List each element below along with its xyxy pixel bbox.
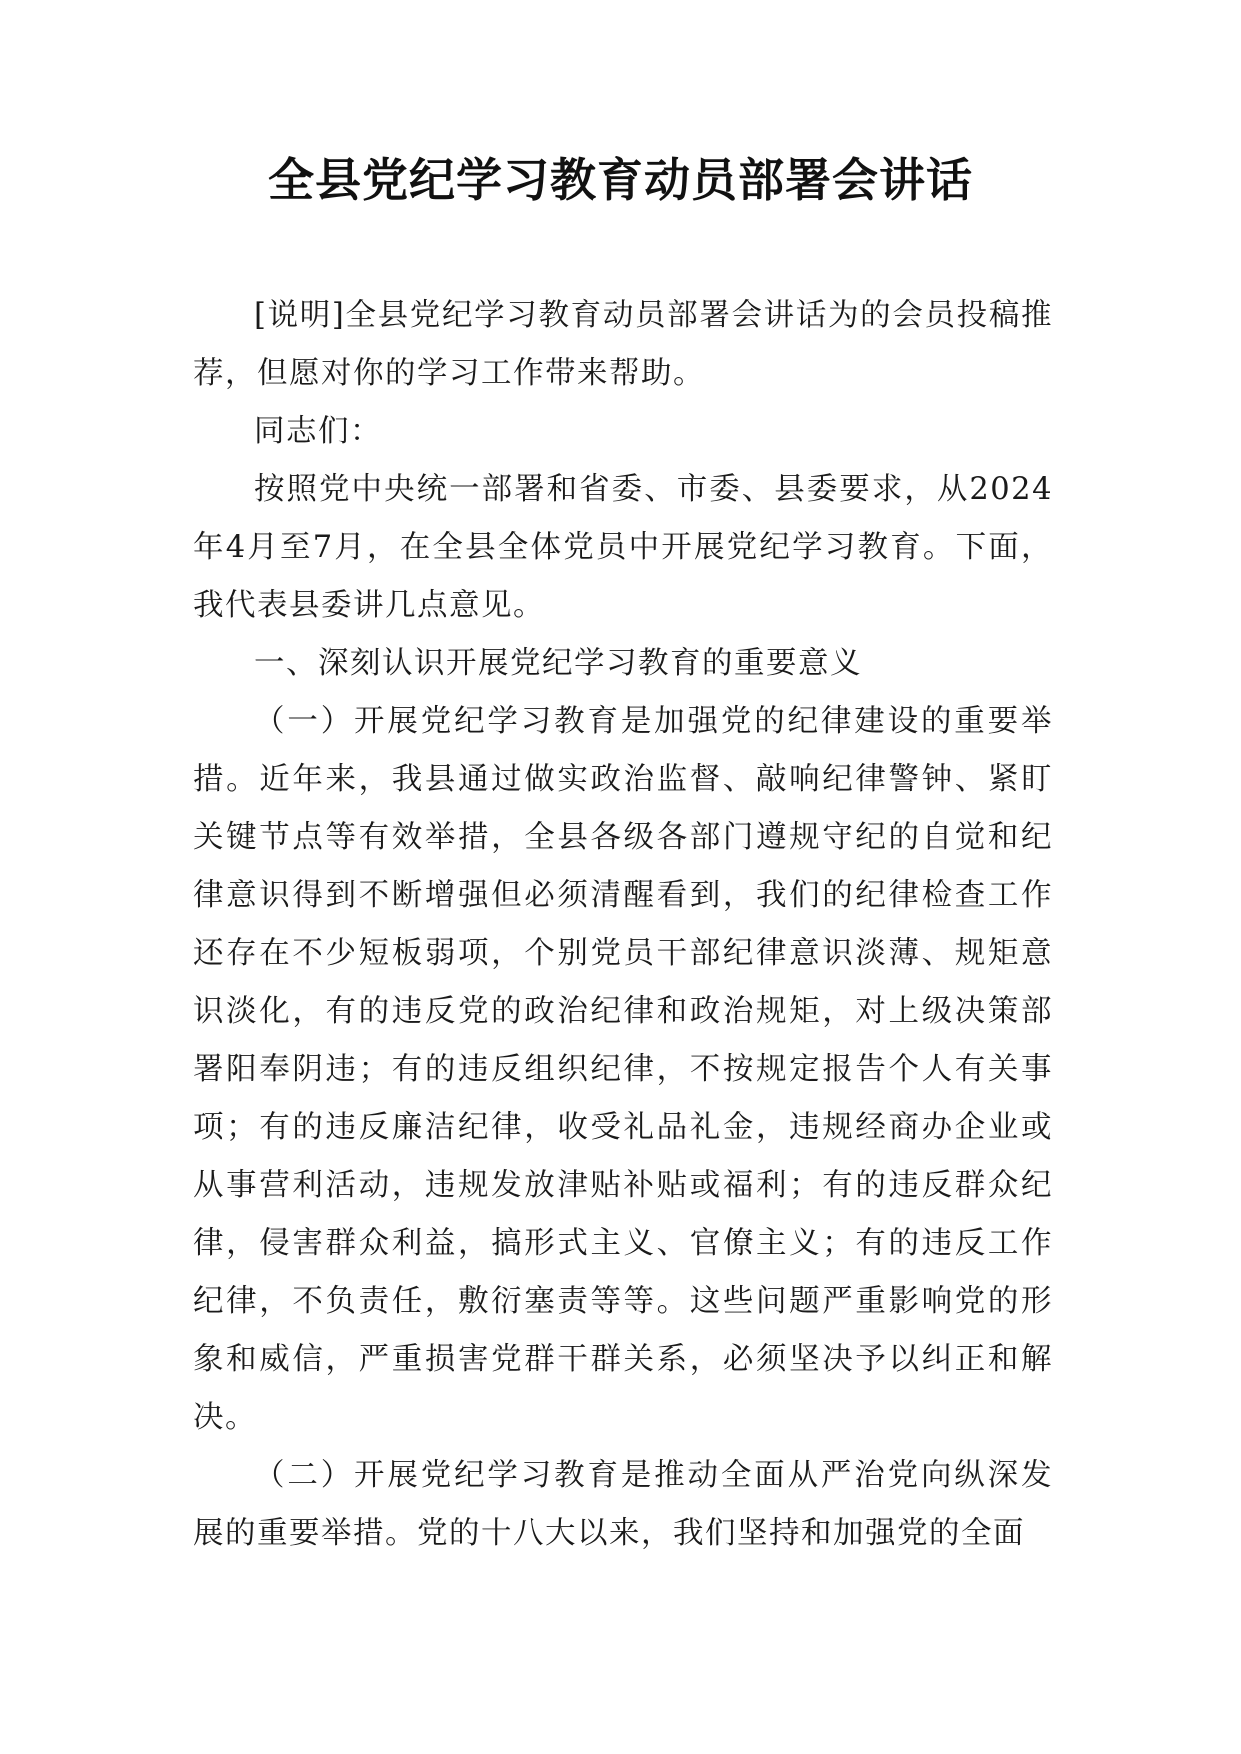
subsection-paragraph-2: （二）开展党纪学习教育是推动全面从严治党向纵深发展的重要举措。党的十八大以来，我们坚持和加强党的全面: [193, 1458, 1053, 1551]
subsection-paragraph-1: （一）开展党纪学习教育是加强党的纪律建设的重要举措。近年来，我县通过做实政治监督、敲响纪律警钟、紧盯关键节点等有效举措，全县各级各部门遵规守纪的自觉和纪律意识得到不断增强但必须清醒看到，我们的纪律检查工作还存在不少短板弱项，个别党员干部纪律意识淡薄、规矩意识淡化，有的违反党的政治纪律和政治规矩，对上级决策部署阳奉阴违；有的违反组织纪律，不按规定报告个人有关事项；有的违反廉洁纪律，收受礼品礼金，违规经商办企业或从事营利活动，违规发放津贴补贴或福利；有的违反群众纪律，侵害群众利益，搞形式主义、官僚主义；有的违反工作纪律，不负责任，敷衍塞责等等。这些问题严重影响党的形象和威信，严重损害党群干群关系，必须坚决予以纠正和解决。: [193, 704, 1053, 1435]
section-heading-1: 一、深刻认识开展党纪学习教育的重要意义: [254, 646, 862, 681]
document-title: 全县党纪学习教育动员部署会讲话: [268, 153, 973, 207]
opening-paragraph: 按照党中央统一部署和省委、市委、县委要求，从2024年4月至7月，在全县全体党员中开展党纪学习教育。下面，我代表县委讲几点意见。: [193, 472, 1053, 623]
greeting-paragraph: 同志们：: [254, 414, 382, 449]
intro-note-paragraph: [说明]全县党纪学习教育动员部署会讲话为的会员投稿推荐，但愿对你的学习工作带来帮助。: [193, 298, 1053, 391]
document-body: [193, 287, 1053, 1563]
